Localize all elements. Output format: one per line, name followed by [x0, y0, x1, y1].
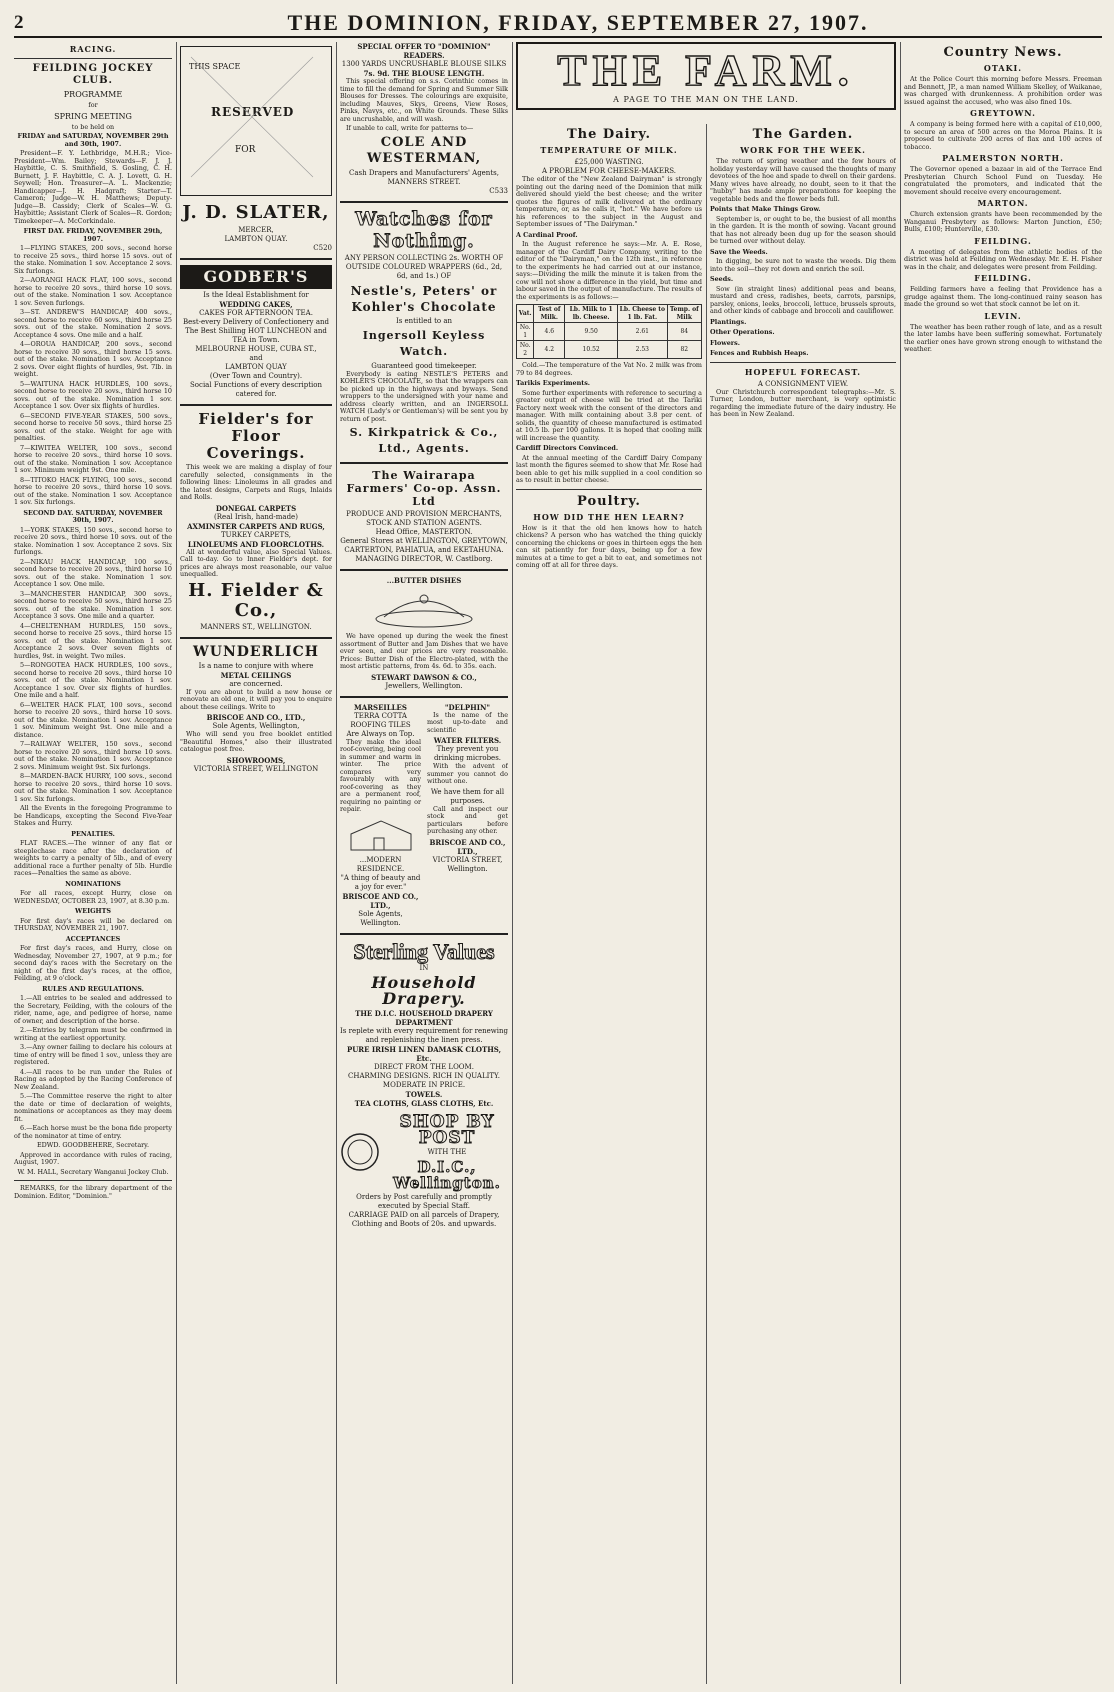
delphin-head: "DELPHIN": [444, 702, 491, 712]
shop-by-post: SHOP BY POST: [399, 1111, 495, 1148]
masthead: [14, 10, 1102, 38]
table-header-cell: Test of Milk.: [534, 305, 565, 323]
save-weeds-body: In digging, be sure not to waste the weeds. Dig them into the soil—they rot down and enrich the soil.: [710, 257, 896, 273]
feilding-body-2: Feilding farmers have a feeling that Providence has a grudge against them. The long-continued rainy season has made the ground so wet that stock cannot be let on it.: [904, 285, 1102, 308]
wasting-line: £25,000 WASTING.: [574, 158, 644, 166]
penalties-head: PENALTIES.: [71, 829, 115, 838]
feilding-head-1: FEILDING.: [974, 235, 1032, 246]
event-1-8: 8—TITOKO HACK FLYING, 100 sovs., second horse to receive 20 sovs., third horse 10 sovs. out of the stake. Nomination 1 sov. Acceptance 1 sov. Six furlongs.: [14, 475, 172, 506]
victoria-street: VICTORIA STREET,: [432, 855, 503, 864]
tarikis-body: Some further experiments with reference to securing a greater output of cheese will be tried at the Tariki Factory next week with the consent of the directors and manager. With milk containing about 3.8 per cent. of solids, the quantity of cheese manufactured is estimated at 10.5 lb. per 100 gallons. It is hoped that cooling milk will increase the quantity.: [516, 388, 702, 442]
showrooms-label: SHOWROOMS,: [226, 755, 286, 765]
garden-column: [710, 124, 896, 1684]
table-cell: 84: [667, 323, 701, 341]
cole-westerman-sub: Cash Drapers and Manufacturers' Agents, MANNERS STREET.: [349, 168, 499, 186]
delphin-body: Is the name of the most up-to-date and scientific: [427, 710, 508, 734]
chocolate-brands: Nestle's, Peters' or Kohler's Chocolate: [350, 283, 498, 314]
dic-department: THE D.I.C. HOUSEHOLD DRAPERY DEPARTMENT: [355, 1008, 493, 1027]
godber-line-4: Best-every Delivery of Confectionery and The Best Shilling HOT LUNCHEON and TEA in Town.: [182, 318, 330, 344]
unable-line: If unable to call, write for patterns to—: [346, 124, 474, 132]
godber-line-2: WEDDING CAKES,: [219, 300, 293, 309]
other-ops-head: Other Operations.: [710, 328, 775, 336]
club-name: FEILDING JOCKEY CLUB.: [32, 63, 154, 86]
orders-line: Orders by Post carefully and promptly executed by Special Staff.: [356, 1192, 492, 1210]
levin-body: The weather has been rather rough of late, and as a result the later lambs have been suffering somewhat. Fortunately the earlier ones have grown strong enough to withstand the weather.: [904, 322, 1102, 353]
otaki-body: At the Police Court this morning before Messrs. Freeman and Bennett, JP., a man named William Skelley, of Waikanae, was charged with drunkenness. A prohibition order was issued against the accused, who was also fined 10s.: [904, 75, 1102, 106]
table-header-cell: Lb. Milk to 1 lb. Cheese.: [565, 305, 618, 323]
table-cell: 10.52: [565, 341, 618, 359]
milk-temp-head: TEMPERATURE OF MILK.: [540, 145, 678, 155]
butter-dish-illustration: [369, 589, 479, 629]
work-body: The return of spring weather and the few hours of holiday yesterday will have caused the thoughts of many devotees of the hoe and spade to dwell on their gardens. Many wives have already, no doubt, seen to it that the "hubby" has made ample preparations for keeping the vegetable beds and the flower beds full.: [710, 157, 896, 203]
slater-address: LAMBTON QUAY.: [224, 235, 288, 243]
table-cell: 4.6: [534, 323, 565, 341]
acceptances-head: ACCEPTANCES: [65, 934, 121, 943]
table-cell: 4.2: [534, 341, 565, 359]
meeting-label: SPRING MEETING: [54, 111, 132, 121]
tiles-body: They make the ideal roof-covering, being cool in summer and warm in winter. The price compares very favourably with any roof-covering as they are a permanent roof, requiring no painting or repair.: [340, 737, 421, 813]
wunderlich-line-1: Is a name to conjure with where: [198, 661, 314, 670]
direct-from-loom: DIRECT FROM THE LOOM.: [374, 1062, 474, 1071]
household-drapery: Household Drapery.: [371, 972, 477, 1008]
acceptances-text: For first day's races, and Hurry, close on Wednesday, November 27, 1907, at 9 p.m.; for second day's races with the Secretary on the night of the first day's races, at the office, Feilding, at 9 o'clock.: [14, 944, 172, 982]
godber-line-3: CAKES FOR AFTERNOON TEA.: [199, 309, 313, 317]
damask-cloths: PURE IRISH LINEN DAMASK CLOTHS, Etc.: [346, 1044, 502, 1063]
table-header-cell: Vat.: [517, 305, 534, 323]
with-the: WITH THE: [427, 1147, 467, 1156]
butter-body: We have opened up during the week the finest assortment of Butter and Jam Dishes that we have ever seen, and our prices are very reasonable. Prices: Butter Dish of the Electro-plated, with the most artistic patterns, from 4s. 6d. to 35s. each.: [340, 632, 508, 670]
dic-seal-icon: [340, 1132, 380, 1172]
farm-banner: [516, 42, 896, 110]
table-header-cell: Lb. Cheese to 1 lb. Fat.: [618, 305, 668, 323]
sterling-values-title: Sterling Values: [353, 938, 495, 964]
godber-name: GODBER'S: [180, 265, 332, 289]
tea-cloths-head: TEA CLOTHS, GLASS CLOTHS, Etc.: [354, 1098, 494, 1108]
godber-line-7: LAMBTON QUAY: [225, 363, 287, 371]
table-cell: 2.53: [618, 341, 668, 359]
first-day-head: FIRST DAY. FRIDAY, NOVEMBER 29th, 1907.: [23, 227, 163, 243]
levin-head: LEVIN.: [984, 310, 1022, 321]
event-2-4: 4—CHELTENHAM HURDLES, 150 sovs., second horse to receive 25 sovs., third horse 15 sovs. out of the stake. Nomination 1 sov. Acceptance 2 sovs. Over seven flights of hurdles, 9st. in weight. Two miles.: [14, 621, 172, 660]
ads-column-left: [180, 42, 332, 1684]
farm-subtitle: A PAGE TO THE MAN ON THE LAND.: [613, 95, 799, 104]
reserved-space-ad: [180, 46, 332, 196]
wellington-line: Wellington.: [447, 864, 488, 873]
shop-by-post-ad: [340, 1112, 508, 1193]
wairarapa-sub: PRODUCE AND PROVISION MERCHANTS, STOCK AND STATION AGENTS.: [346, 510, 502, 527]
briscoe-name-3: BRISCOE AND CO., LTD.,: [429, 837, 506, 856]
filter-body: With the advent of summer you cannot do without one.: [427, 762, 508, 785]
ingersoll-watch: Ingersoll Keyless Watch.: [362, 328, 486, 358]
tiles-ad: [340, 703, 421, 928]
wunderlich-body: If you are about to build a new house or renovate an old one, it will pay you to enquire about these ceilings. Write to: [180, 687, 332, 711]
briscoe-role-1: Sole Agents, Wellington,: [212, 722, 300, 730]
slater-name: J. D. SLATER,: [182, 202, 330, 223]
silk-line: 1300 YARDS UNCRUSHABLE BLOUSE SILKS: [341, 60, 507, 68]
godber-line-6: and: [249, 354, 263, 362]
marton-body: Church extension grants have been recommended by the Wanganui Presbytery as follows: Marton Junction, £50; Bulls, £100; Hunterville, £30.: [904, 210, 1102, 233]
approved-by: W. M. HALL, Secretary Wanganui Jockey Club.: [17, 1167, 169, 1176]
wunderlich-line-2: METAL CEILINGS: [220, 670, 292, 680]
always-on-top: Are Always on Top.: [346, 729, 415, 738]
kirkpatrick-agents: S. Kirkpatrick & Co., Ltd., Agents.: [349, 426, 499, 455]
watches-title: Watches for Nothing.: [355, 207, 493, 252]
hopeful-forecast-head: HOPEFUL FORECAST.: [744, 366, 862, 377]
farm-title: THE FARM.: [557, 46, 855, 95]
section-racing: RACING.: [69, 44, 117, 54]
feilding-body-1: A meeting of delegates from the athletic bodies of the district was held at Feilding on Wednesday. Mr. E. H. Fisher was in the chair, and delegates were present from Feilding.: [904, 247, 1102, 271]
nominations-head: NOMINATIONS: [65, 879, 121, 888]
fielder-line-3: AXMINSTER CARPETS AND RUGS,: [187, 521, 325, 531]
consignment-body: Our Christchurch correspondent telegraphs:—Mr. S. Turner, London, butter merchant, is very optimistic regarding the immediate future of the dairy industry. He has been in New Zealand.: [710, 387, 896, 418]
watches-intro: ANY PERSON COLLECTING 2s. WORTH OF OUTSIDE COLOURED WRAPPERS (6d., 2d, 6d, and 1s.) OF: [344, 253, 504, 280]
guaranteed-line: Guaranteed good timekeeper.: [371, 361, 477, 370]
greytown-body: A company is being formed here with a capital of £10,000, to secure an area of 500 acres on the Moroa Plains. It is proposed to cultivate 200 acres of flax and 100 acres of tobacco.: [904, 120, 1102, 151]
event-2-7: 7—RAILWAY WELTER, 150 sovs., second horse to receive 20 sovs., third horse 10 sovs. out of the stake. Nomination 1 sov. Acceptance 2 sovs. Minimum weight 9st. Six furlongs.: [14, 740, 172, 771]
event-2-3: 3—MANCHESTER HANDICAP, 300 sovs., second horse to receive 50 sovs., third horse 25 sovs. out of the stake. Nomination 1 sov. Acceptance 3 sovs. One mile and a quarter.: [14, 589, 172, 620]
dairy-body: The editor of the "New Zealand Dairyman" is strongly pointing out the daring need of the Dominion that milk delivered should yield the best cheese; and the writer quotes the figures of milk delivered at the ordinary temperature, or, as he calls it, "hot." We have before us his references to the subject in the August and September issues of "The Dairyman.": [516, 175, 702, 228]
fielder-line-5: LINOLEUMS AND FLOORCLOTHS.: [187, 539, 325, 549]
racing-column: [14, 42, 172, 1684]
in-label: IN: [419, 963, 429, 972]
fielder-body: This week we are making a display of four carefully selected, consignments in the following lines: Linoleums in all grades and the latest designs, Carpets and Rugs, Inlaids and Rolls.: [180, 463, 332, 501]
showrooms-address: VICTORIA STREET, WELLINGTON: [193, 764, 319, 773]
this-space-label: THIS SPACE: [189, 62, 241, 71]
points-head: Points that Make Things Grow.: [710, 205, 821, 213]
rules-head: RULES AND REGULATIONS.: [42, 984, 144, 993]
silk-price: 7s. 9d. THE BLOUSE LENGTH.: [363, 69, 485, 78]
fences-head: Fences and Rubbish Heaps.: [710, 349, 809, 357]
page-number: 2: [14, 12, 24, 33]
event-1-5: 5—WAITUNA HACK HURDLES, 100 sovs., second horse to receive 20 sovs., third horse 10 sovs. out of the stake. Nomination 1 sov. Acceptance 1 sov. Over six flights of hurdles.: [14, 379, 172, 410]
marton-head: MARTON.: [977, 198, 1029, 208]
dic-sub: Is replete with every requirement for renewing and replenishing the linen press.: [340, 1026, 508, 1044]
meeting-dates: FRIDAY and SATURDAY, NOVEMBER 29th and 30th, 1907.: [17, 132, 169, 148]
reserved-label: RESERVED: [211, 105, 295, 119]
butter-dishes-head: ...BUTTER DISHES: [386, 576, 462, 585]
officials: President—F. Y. Lethbridge, M.H.R.; Vice-President—Wm. Bailey; Stewards—F. J. J. Haybittle, C. S. Smithfield, S. Gosling, C. H. Burnett, J. F. Haybittle, C. A. J. Lovett, G. H. Seywell; Hon. Treasurer—A. L. Mackenzie; Handicapper—J. H. Hadgraft; Starter—T. Cameron; Judge—W. H. Matthews; Deputy-Judge—B. Cassidy; Clerk of Scales—W. G. Haybittle; Assistant Clerk of Scales—R. Gordon; Timekeeper—A. McCorkindale.: [14, 149, 172, 225]
for-label-ad: FOR: [235, 145, 256, 155]
wairarapa-title: The Wairarapa Farmers' Co-op. Assn. Ltd: [346, 469, 502, 508]
rule-4: 4.—All races to be run under the Rules of Racing as adopted by the Racing Conference of New Zealand.: [14, 1067, 172, 1091]
diagonal-rules: [181, 47, 323, 187]
water-filters: WATER FILTERS.: [433, 736, 502, 745]
wunderlich-line-3: are concerned.: [229, 679, 283, 688]
stewart-dawson-sub: Jewellers, Wellington.: [385, 681, 463, 690]
prevent-microbes: They prevent you drinking microbes.: [433, 745, 502, 762]
rule-3: 3.—Any owner failing to declare his colours at time of entry will be fined 1 sov., unless they are registered.: [14, 1043, 172, 1066]
seeds-head: Seeds.: [710, 275, 734, 283]
terra-cotta-line: TERRA COTTA ROOFING TILES: [350, 711, 411, 729]
cardiff-body: At the annual meeting of the Cardiff Dairy Company last month the figures seemed to show that Mr. Rose had been able to get his milk supplied in a cool condition so as to result in better cheese.: [516, 453, 702, 484]
weights-head: WEIGHTS: [75, 907, 111, 915]
joy-forever: "A thing of beauty and a joy for ever.": [340, 873, 421, 891]
silk-body: This special offering on s.s. Corinthic comes in time to fill the demand for Spring and Summer Silk Blouses for Dresses. The colourings are exquisite, including Mauves, Skys, Greens, View Roses, Pinks, Navys, etc., on White Grounds. These Silks are uncrushable, and will wash.: [340, 77, 508, 123]
ad-code-1: C520: [313, 244, 332, 252]
cardinal-body: In the August reference he says:—Mr. A. E. Rose, manager of the Cardiff Dairy Company, writing to the editor of the "Dairyman," on the 12th inst., in reference to the experiments he had carried out at our instance, says:—Dividing the milk the minute it is taken from the cow will not show a difference in the yield, but time and labour saved in the output of manufacture. The results of the experiments is as follows:—: [516, 240, 702, 301]
event-2-1: 1—YORK STAKES, 150 sovs., second horse to receive 20 sovs., third horse 10 sovs. out of the stake. Nomination 1 sov. Acceptance 2 sovs. Six furlongs.: [14, 525, 172, 556]
event-1-7: 7—KIWITEA WELTER, 100 sovs., second horse to receive 20 sovs., third horse 10 sovs. out of the stake. Nomination 1 sov. Acceptance 1 sov. Minimum weight 9st. One mile.: [14, 443, 172, 474]
ads-column-wide: [340, 42, 508, 1684]
godber-line-9: Social Functions of every description catered for.: [190, 381, 322, 398]
programme-label: PROGRAMME: [63, 90, 123, 99]
cardinal-proof-head: A Cardinal Proof.: [516, 230, 578, 239]
godber-line-8: (Over Town and Country).: [209, 372, 303, 380]
wairarapa-stores: General Stores at WELLINGTON, GREYTOWN, CARTERTON, PAHIATUA, and EKETAHUNA.: [340, 537, 508, 554]
flowers-head: Flowers.: [710, 338, 740, 347]
table-cell: 2.61: [618, 323, 668, 341]
country-news-head: Country News.: [943, 45, 1063, 60]
points-body: September is, or ought to be, the busiest of all months in the garden. It is the month of sowing. Vacant ground that has not already been dug up for the season should be turned over without delay.: [710, 214, 896, 245]
carriage-line: CARRIAGE PAID on all parcels of Drapery, Clothing and Boots of 20s. and upwards.: [348, 1210, 500, 1228]
fielder-address: MANNERS ST., WELLINGTON.: [200, 622, 312, 631]
fielder-name: H. Fielder & Co.,: [188, 579, 324, 621]
godber-line-1: Is the Ideal Establishment for: [203, 291, 309, 299]
fielder-line-1: DONEGAL CARPETS: [215, 503, 297, 513]
otaki-head: OTAKI.: [983, 63, 1023, 73]
work-week-head: WORK FOR THE WEEK.: [740, 145, 866, 155]
table-cell: 9.50: [565, 323, 618, 341]
dairy-head: The Dairy.: [567, 127, 651, 142]
held-label: to be held on: [71, 122, 115, 131]
watches-body: Everybody is eating NESTLE'S PETERS and KOHLER'S CHOCOLATE, so that the wrappers can be picked up in the highways and byways. Send wrappers to the undersigned with your name and address clearly written, and an INGERSOLL WATCH (Lady's or Gentleman's) will be sent you by return of post.: [340, 369, 508, 423]
event-2-2: 2—NIKAU HACK HANDICAP, 100 sovs., second horse to receive 20 sovs., third horse 10 sovs. out of the stake. Nomination 1 sov. Acceptance 1 sov. One mile.: [14, 557, 172, 588]
experiment-table: [516, 304, 702, 359]
wairarapa-head-office: Head Office, MASTERTON.: [375, 528, 473, 536]
palmerston-head: PALMERSTON NORTH.: [942, 153, 1064, 163]
wunderlich-title: WUNDERLICH: [193, 643, 319, 660]
stewart-dawson: STEWART DAWSON & CO.,: [371, 672, 477, 682]
table-cell: No. 2: [517, 341, 534, 359]
rule-6: 6.—Each horse must be the bona fide property of the nominator at time of entry.: [14, 1124, 172, 1140]
second-day-head: SECOND DAY. SATURDAY, NOVEMBER 30th, 1907.: [23, 508, 163, 524]
dic-wellington: D.I.C., Wellington.: [393, 1157, 501, 1192]
rule-5: 5.—The Committee reserve the right to alter the date or time of declaration of weights, nominations or acceptances as they may deem fit.: [14, 1092, 172, 1123]
palmerston-body: The Governor opened a bazaar in aid of the Terrace End Presbyterian Church School Fund on Tuesday. He congratulated the promoters, and indicated that the movement should receive every encouragement.: [904, 165, 1102, 196]
event-1-4: 4—OROUA HANDICAP, 200 sovs., second horse to receive 30 sovs., third horse 15 sovs. out of the stake. Nomination 1 sov. Acceptance 2 sovs. Over eight flights of hurdles, 9st. 7lb. in weight.: [14, 340, 172, 378]
event-2-8: 8—MARDEN-BACK HURRY, 100 sovs., second horse to receive 20 sovs., third horse 10 sovs. out of the stake. Nomination 1 sov. Acceptance 1 sov. Six furlongs.: [14, 772, 172, 803]
cardiff-head: Cardiff Directors Convinced.: [516, 444, 619, 452]
table-cell: 82: [667, 341, 701, 359]
nominations-text: For all races, except Hurry, close on WEDNESDAY, OCTOBER 23, 1907, at 8.30 p.m.: [14, 889, 172, 905]
special-offer-head: SPECIAL OFFER TO "DOMINION" READERS.: [357, 42, 491, 60]
slater-trade: MERCER,: [238, 226, 274, 234]
consignment-head: A CONSIGNMENT VIEW.: [757, 379, 849, 388]
cold-line: Cold.—The temperature of the Vat No. 2 milk was from 79 to 84 degrees.: [516, 361, 702, 377]
briscoe-sub-2: Sole Agents, Wellington.: [358, 909, 403, 927]
table-row: [517, 341, 702, 359]
event-1-3: 3—ST. ANDREW'S HANDICAP, 400 sovs., second horse to receive 60 sovs., third horse 25 sovs. out of the stake. Nomination 2 sovs. Acceptance 4 sovs. One mile and a half.: [14, 308, 172, 339]
modern-residence: ...MODERN RESIDENCE.: [356, 855, 405, 873]
seeds-body: Sow (in straight lines) additional peas and beans, mustard and cress, radishes, beets, carrots, parsnips, parsley, onions, leeks, broccoli, lettuce, brussels sprouts, and other kinds of cabbage and broccoli and cauliflower.: [710, 284, 896, 315]
charming-designs: CHARMING DESIGNS. RICH IN QUALITY.: [348, 1071, 500, 1080]
event-1-2: 2—AORANGI HACK FLAT, 100 sovs., second horse to receive 20 sovs., third horse 10 sovs. out of the stake. Nomination 1 sov. Acceptance 1 sov. Seven furlongs.: [14, 276, 172, 307]
weights-text: For first day's races will be declared on THURSDAY, NOVEMBER 21, 1907.: [14, 916, 172, 932]
rule-2: 2.—Entries by telegram must be confirmed in writing at the earliest opportunity.: [14, 1026, 172, 1042]
plantings-head: Plantings.: [710, 317, 747, 326]
for-label: for: [88, 101, 98, 109]
fielder-body-2: All at wonderful value, also Special Values. Call to-day. Go to Inner Fielder's dept. for prices are always most reasonable, our value unequalled.: [180, 547, 332, 578]
country-news-column: [904, 42, 1102, 1684]
save-weeds-head: Save the Weeds.: [710, 247, 768, 256]
poultry-head: Poultry.: [577, 493, 641, 509]
call-inspect: Call and inspect our stock and get particulars before purchasing any other.: [427, 804, 508, 835]
marseilles-head: MARSEILLES: [354, 702, 407, 712]
page-title: THE DOMINION, FRIDAY, SEPTEMBER 27, 1907.: [287, 10, 869, 35]
godber-line-5: MELBOURNE HOUSE, CUBA ST.,: [195, 345, 317, 353]
fielder-line-4: TURKEY CARPETS,: [221, 530, 291, 539]
footer-remark: REMARKS, for the library department of the Dominion. Editor, "Dominion.": [14, 1184, 172, 1200]
event-2-6: 6—WELTER HACK FLAT, 100 sovs., second horse to receive 20 sovs., third horse 10 sovs. out of the stake. Nomination 1 sov. Acceptance 1 sov. Minimum weight 9st. One mile and a distance.: [14, 700, 172, 739]
problem-line: A PROBLEM FOR CHEESE-MAKERS.: [541, 167, 677, 175]
briscoe-name-2: BRISCOE AND CO., LTD.,: [342, 891, 419, 910]
table-header-cell: Temp. of Milk: [667, 305, 701, 323]
garden-head: The Garden.: [752, 127, 854, 142]
fielder-line-2: (Real Irish, hand-made): [214, 512, 298, 521]
poultry-body: How is it that the old hen knows how to hatch chickens? A person who has watched the thing quickly concerning the chickens or goes in thirteen eggs the hen can sit patiently for four days, being up for a few minutes at a time to get a bit to eat, and sometimes not coming off at all for three days.: [516, 523, 702, 569]
hen-head: HOW DID THE HEN LEARN?: [533, 511, 685, 522]
penalties-text: FLAT RACES.—The winner of any flat or steeplechase race after the declaration of weights to carry a penalty of 5lb., and of every additional race a further penalty of 5lb. Hurdle races—Penalties the same as above.: [14, 839, 172, 877]
briscoe-body-1: Who will send you free booklet entitled "Beautiful Homes," also their illustrated catalogue post free.: [180, 730, 332, 753]
approved-text: Approved in accordance with rules of racing, August, 1907.: [14, 1150, 172, 1166]
briscoe-name-1: BRISCOE AND CO., LTD.,: [206, 713, 306, 722]
tiles-filters-row: [340, 703, 508, 928]
moderate-price: MODERATE IN PRICE.: [382, 1080, 466, 1089]
entitled-line: Is entitled to an: [395, 316, 453, 325]
tarikis-head: Tarikis Experiments.: [516, 379, 591, 387]
event-1-6: 6—SECOND FIVE-YEAR STAKES, 500 sovs., second horse to receive 50 sovs., third horse 25 sovs. out of the stake. Weight for age with penalties.: [14, 411, 172, 442]
farm-section-head: [516, 42, 896, 122]
table-row: [517, 323, 702, 341]
handicap-note: All the Events in the foregoing Programme to be Handicaps, excepting the Second Five-Year Stakes and Hurry.: [14, 804, 172, 827]
event-2-5: 5—RONGOTEA HACK HURDLES, 100 sovs., second horse to receive 20 sovs., third horse 10 sovs. out of the stake. Nomination 1 sov. Acceptance 1 sov. Over six flights of hurdles. One mile and a half.: [14, 661, 172, 699]
filters-ad: [427, 703, 508, 928]
rule-1: 1.—All entries to be sealed and addressed to the Secretary, Feilding, with the colours of the rider, name, age, and pedigree of horse, name of owner, and description of the horse.: [14, 994, 172, 1025]
house-illustration: [346, 818, 416, 852]
towels-head: TOWELS.: [405, 1089, 443, 1099]
all-purposes: We have them for all purposes.: [430, 787, 505, 805]
event-1-1: 1—FLYING STAKES, 200 sovs., second horse to receive 25 sovs., third horse 15 sovs. out of the stake. Nomination 1 sov. Acceptance 2 sovs. Six furlongs.: [14, 244, 172, 275]
table-cell: No. 1: [517, 323, 534, 341]
feilding-head-2: FEILDING.: [974, 273, 1032, 283]
ad-code-2: C533: [489, 186, 508, 195]
secretary-signature: EDWD. GOODBEHERE, Secretary.: [37, 1141, 149, 1149]
dairy-column: [516, 124, 702, 1684]
fielder-title: Fielder's for Floor Coverings.: [198, 410, 314, 462]
greytown-head: GREYTOWN.: [970, 108, 1036, 118]
cole-westerman-name: COLE AND WESTERMAN,: [366, 134, 482, 166]
wairarapa-manager: MANAGING DIRECTOR, W. Castlborg.: [355, 555, 493, 563]
